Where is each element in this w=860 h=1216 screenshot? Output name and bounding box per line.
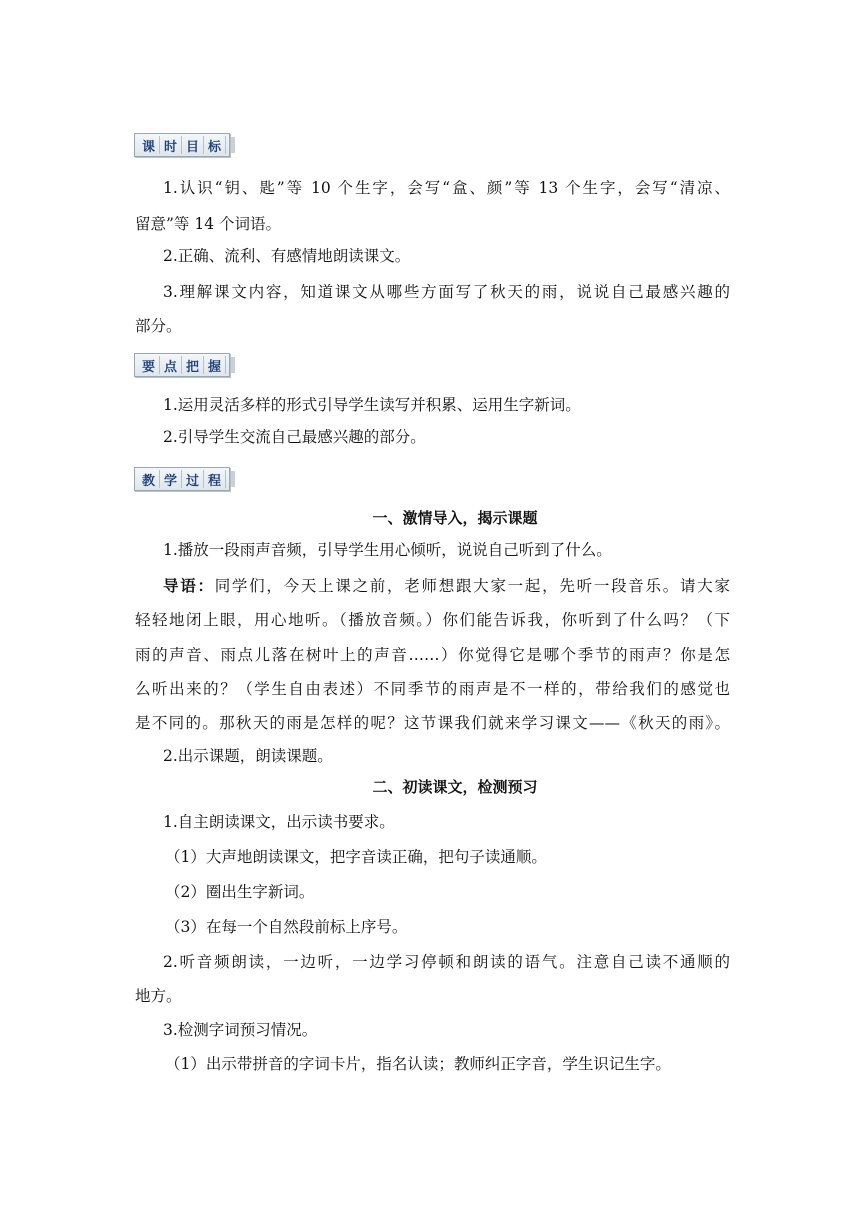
label-char: 握 <box>204 356 226 374</box>
reading-requirement-2: （2）圈出生字新词。 <box>165 883 315 901</box>
label-char: 目 <box>182 136 204 154</box>
key-point-1: 1.运用灵活多样的形式引导学生读写并积累、运用生字新词。 <box>163 396 581 414</box>
section-2-step-2-line-1: 2.听音频朗读，一边听，一边学习停顿和朗读的语气。注意自己读不通顺的 <box>163 953 730 971</box>
goal-item-3-line-2: 部分。 <box>135 317 182 335</box>
goal-item-1-line-1: 1.认识“钥、匙”等 10 个生字，会写“盒、颜”等 13 个生字，会写“清凉、 <box>163 179 730 197</box>
goal-item-1-line-2: 留意”等 14 个词语。 <box>135 215 282 233</box>
key-points-label <box>134 353 230 377</box>
section-1-step-2: 2.出示课题，朗读课题。 <box>163 747 333 765</box>
reading-requirement-1: （1）大声地朗读课文，把字音读正确，把句子读通顺。 <box>165 848 547 866</box>
label-tail <box>231 357 235 373</box>
guide-label: 导语： <box>163 576 215 595</box>
section-1-title: 一、激情导入，揭示课题 <box>372 509 538 527</box>
label-char: 课 <box>138 136 160 154</box>
key-point-2: 2.引导学生交流自己最感兴趣的部分。 <box>163 428 426 446</box>
label-char: 时 <box>160 136 182 154</box>
guide-paragraph-line-3: 雨的声音、雨点儿落在树叶上的声音……）你觉得它是哪个季节的雨声？你是怎 <box>135 646 730 664</box>
label-char: 标 <box>204 136 226 154</box>
label-char: 把 <box>182 356 204 374</box>
section-2-title: 二、初读课文，检测预习 <box>372 778 538 796</box>
section-2-step-3: 3.检测字词预习情况。 <box>163 1021 318 1039</box>
guide-paragraph-line-5: 是不同的。那秋天的雨是怎样的呢？这节课我们就来学习课文——《秋天的雨》。 <box>135 714 730 732</box>
guide-paragraph-line-2: 轻轻地闭上眼，用心地听。（播放音频。）你们能告诉我，你听到了什么吗？（下 <box>135 611 730 629</box>
guide-text: 同学们，今天上课之前，老师想跟大家一起，先听一段音乐。请大家 <box>214 577 730 595</box>
reading-requirement-3: （3）在每一个自然段前标上序号。 <box>165 918 408 936</box>
section-2-step-2-line-2: 地方。 <box>135 987 182 1005</box>
label-tail <box>231 471 235 487</box>
label-char: 学 <box>160 470 182 488</box>
section-1-step-1: 1.播放一段雨声音频，引导学生用心倾听，说说自己听到了什么。 <box>163 541 612 559</box>
guide-paragraph-line-4: 么听出来的？（学生自由表述）不同季节的雨声是不一样的，带给我们的感觉也 <box>135 680 730 698</box>
label-char: 要 <box>138 356 160 374</box>
goal-item-3-line-1: 3.理解课文内容，知道课文从哪些方面写了秋天的雨，说说自己最感兴趣的 <box>163 283 730 301</box>
check-item-1: （1）出示带拼音的字词卡片，指名认读；教师纠正字音，学生识记生字。 <box>165 1055 671 1073</box>
lesson-goal-label <box>134 133 230 157</box>
section-2-step-1: 1.自主朗读课文，出示读书要求。 <box>163 813 395 831</box>
goal-item-2: 2.正确、流利、有感情地朗读课文。 <box>163 247 411 265</box>
teaching-process-label <box>134 467 230 491</box>
label-char: 教 <box>138 470 160 488</box>
label-tail <box>231 137 235 153</box>
label-char: 程 <box>204 470 226 488</box>
label-char: 点 <box>160 356 182 374</box>
guide-paragraph-line-1 <box>163 576 730 596</box>
label-char: 过 <box>182 470 204 488</box>
